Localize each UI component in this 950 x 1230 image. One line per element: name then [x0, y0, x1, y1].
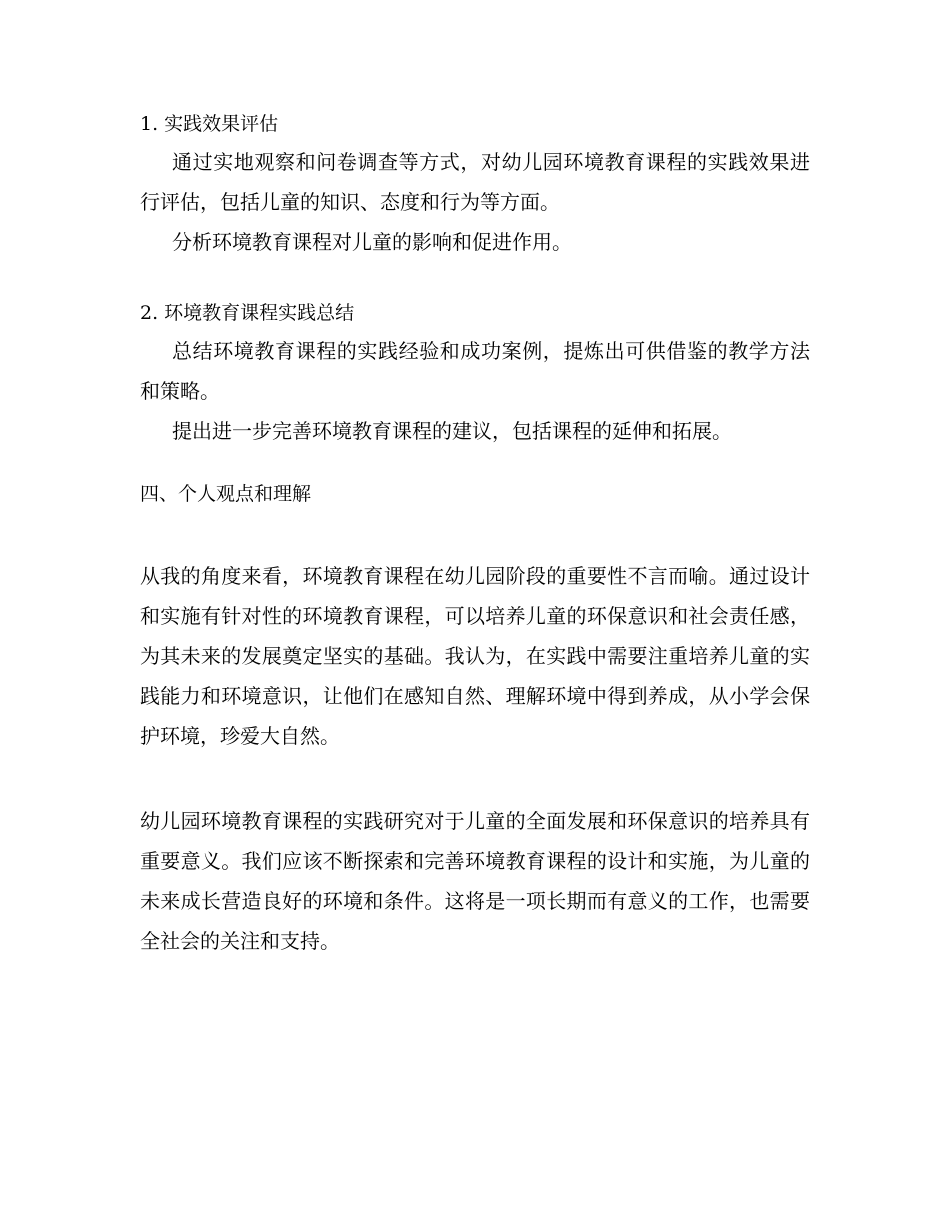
paragraph: 分析环境教育课程对儿童的影响和促进作用。	[172, 230, 572, 254]
section-heading: 1. 实践效果评估	[140, 113, 279, 135]
paragraph: 总结环境教育课程的实践经验和成功案例，提炼出可供借鉴的教学方法和策略。	[140, 339, 810, 403]
paragraph: 通过实地观察和问卷调查等方式，对幼儿园环境教育课程的实践效果进行评估，包括儿童的知识、态度和行为等方面。	[140, 150, 810, 214]
section-heading: 四、个人观点和理解	[140, 483, 312, 505]
document-body	[140, 110, 810, 961]
paragraph: 幼儿园环境教育课程的实践研究对于儿童的全面发展和环保意识的培养具有重要意义。我们应该不断探索和完善环境教育课程的设计和实施，为儿童的未来成长营造良好的环境和条件。这将是一项长期而有意义的工作，也需要全社会的关注和支持。	[140, 809, 810, 953]
section-heading: 2. 环境教育课程实践总结	[140, 302, 355, 324]
paragraph: 从我的角度来看，环境教育课程在幼儿园阶段的重要性不言而喻。通过设计和实施有针对性的环境教育课程，可以培养儿童的环保意识和社会责任感，为其未来的发展奠定坚实的基础。我认为，在实践中需要注重培养儿童的实践能力和环境意识，让他们在感知自然、理解环境中得到养成，从小学会保护环境，珍爱大自然。	[140, 564, 810, 748]
paragraph: 提出进一步完善环境教育课程的建议，包括课程的延伸和拓展。	[172, 419, 732, 443]
